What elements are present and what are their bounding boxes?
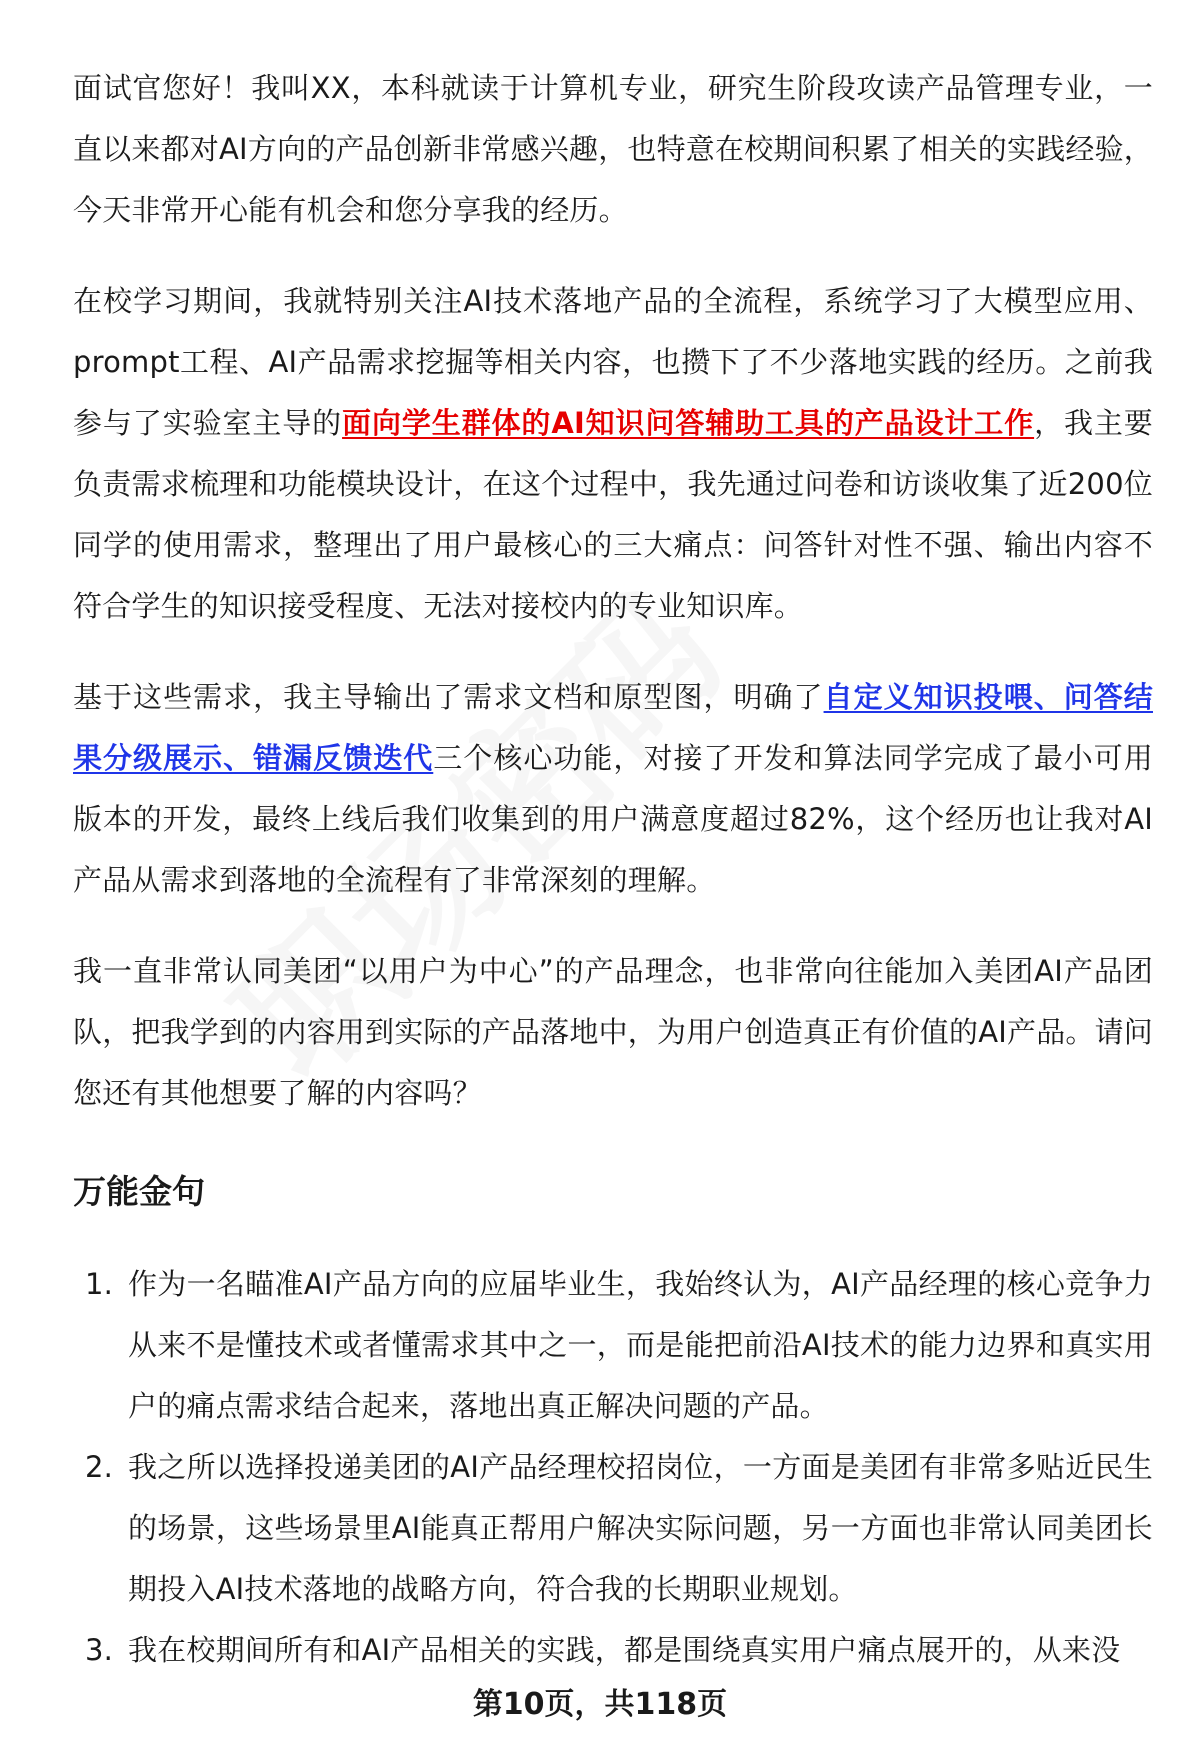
- page-content: [73, 58, 1153, 1681]
- list-item: [73, 1437, 1153, 1620]
- list-item-number: 2.: [85, 1450, 114, 1484]
- list-item: [73, 1620, 1153, 1681]
- features-text-start: 基于这些需求，我主导输出了需求文档和原型图，明确了: [73, 680, 824, 714]
- page-number-footer: 第10页，共118页: [472, 1687, 728, 1722]
- list-item-text: 作为一名瞄准AI产品方向的应届毕业生，我始终认为，AI产品经理的核心竞争力从来不是懂技术或者懂需求其中之一，而是能把前沿AI技术的能力边界和真实用户的痛点需求结合起来，落地出真正解决问题的产品。: [128, 1267, 1153, 1423]
- experience-text-start: 在校学习期间，我就特别关注AI技术落地产品的全流程，系统学习了大模型应用、prompt工程、AI产品需求挖掘等相关内容，也攒下了不少落地实践的经历。之前我参与了实验室主导的: [73, 284, 1153, 440]
- project-highlight: 面向学生群体的AI知识问答辅助工具的产品设计工作: [342, 406, 1035, 440]
- quotes-list: [73, 1254, 1153, 1681]
- list-item-text: 我之所以选择投递美团的AI产品经理校招岗位，一方面是美团有非常多贴近民生的场景，这些场景里AI能真正帮用户解决实际问题，另一方面也非常认同美团长期投入AI技术落地的战略方向，符合我的长期职业规划。: [128, 1450, 1153, 1606]
- experience-text-end: ，我主要负责需求梳理和功能模块设计，在这个过程中，我先通过问卷和访谈收集了近200位同学的使用需求，整理出了用户最核心的三大痛点：问答针对性不强、输出内容不符合学生的知识接受程度、无法对接校内的专业知识库。: [73, 406, 1153, 623]
- features-paragraph: [73, 667, 1153, 911]
- closing-paragraph: 我一直非常认同美团“以用户为中心”的产品理念，也非常向往能加入美团AI产品团队，把我学到的内容用到实际的产品落地中，为用户创造真正有价值的AI产品。请问您还有其他想要了解的内容吗？: [73, 954, 1153, 1110]
- list-item-number: 3.: [85, 1633, 114, 1667]
- list-item: [73, 1254, 1153, 1437]
- list-item-number: 1.: [85, 1267, 114, 1301]
- features-text-end: 三个核心功能，对接了开发和算法同学完成了最小可用版本的开发，最终上线后我们收集到的用户满意度超过82%，这个经历也让我对AI产品从需求到落地的全流程有了非常深刻的理解。: [73, 741, 1153, 897]
- experience-paragraph: [73, 271, 1153, 637]
- intro-paragraph: 面试官您好！我叫XX，本科就读于计算机专业，研究生阶段攻读产品管理专业，一直以来都对AI方向的产品创新非常感兴趣，也特意在校期间积累了相关的实践经验，今天非常开心能有机会和您分享我的经历。: [73, 71, 1153, 227]
- list-item-text: 我在校期间所有和AI产品相关的实践，都是围绕真实用户痛点展开的，从来没: [128, 1633, 1121, 1667]
- features-highlight: 自定义知识投喂、问答结果分级展示、错漏反馈迭代: [73, 680, 1153, 775]
- section-title: 万能金句: [73, 1172, 205, 1211]
